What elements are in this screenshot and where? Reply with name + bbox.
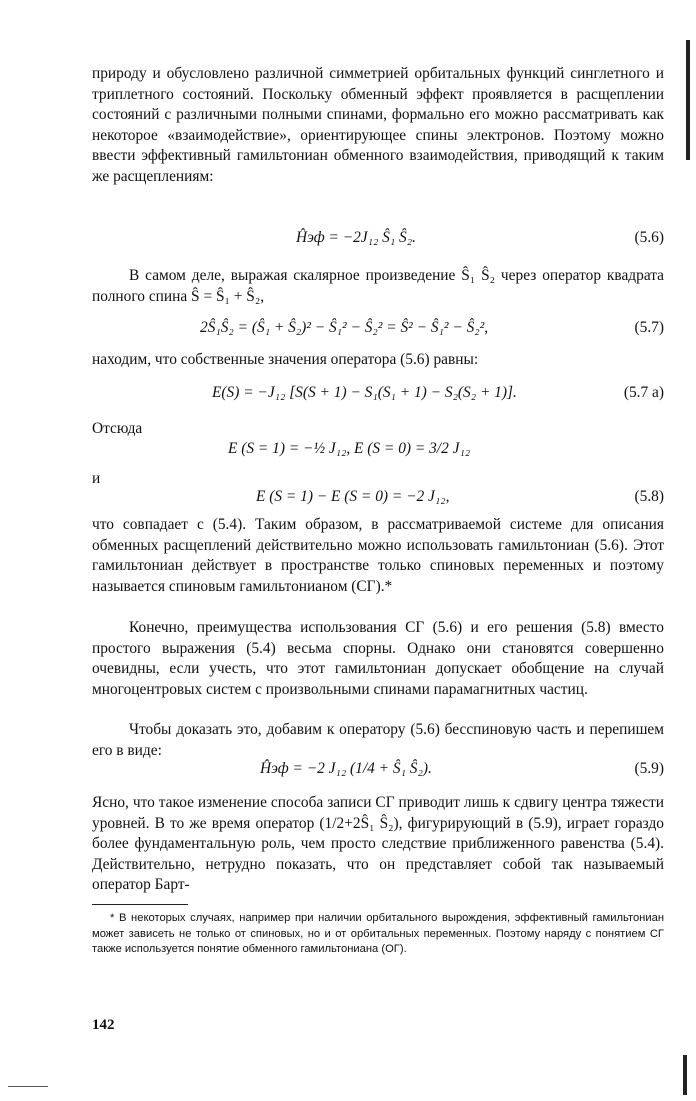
equation-body: Ĥэф = −2J₁₂ Ŝ₁ Ŝ₂. — [296, 229, 416, 246]
footnote-separator — [92, 904, 188, 905]
equation-5-9 — [92, 757, 664, 781]
paragraph-7: Ясно, что такое изменение способа записи СГ приводит лишь к сдвигу центра тяжести уровней. В то же время оператор (1/2+2Ŝ₁ Ŝ₂), фигурирующий в (5.9), играет гораздо более фундаментальную роль, чем просто следствие приближенного равенства (5.4). Действительно, нетрудно показать, что он представляет собой так называемый оператор Барт- — [92, 794, 664, 894]
paragraph-6: Чтобы доказать это, добавим к оператору (5.6) бесспиновую часть и перепишем его в виде: — [92, 721, 664, 759]
paragraph-1: природу и обусловлено различной симметрией орбитальных функций синглетного и триплетного состояний. Поскольку обменный эффект проявляется в расщеплении состояний с различными полными спинами, формально его можно рассматривать как некоторое «взаимодействие», ориентирующее спины электронов. Поэтому можно ввести эффективный гамильтониан обменного взаимодействия, приводящий к таким же расщеплениям: — [92, 65, 664, 185]
equation-body: E (S = 1) − E (S = 0) = −2 J₁₂, — [256, 488, 450, 505]
footnote: * В некоторых случаях, например при наличии орбитального вырождения, эффективный гамильтониан может зависеть не только от спиновых, но и от орбитальных переменных. Поэтому наряду с понятием СГ также используется понятие обменного гамильтониана (ОГ). — [92, 912, 664, 956]
word-i: и — [92, 470, 101, 487]
equation-number: (5.8) — [634, 488, 664, 505]
equation-number: (5.7) — [634, 319, 664, 336]
paragraph-3: находим, что собственные значения оператора (5.6) равны: — [92, 351, 479, 368]
paragraph-2: В самом деле, выражая скалярное произведение Ŝ₁ Ŝ₂ через оператор квадрата полного спина Ŝ = Ŝ₁ + Ŝ₂, — [92, 267, 664, 305]
equation-number: (5.7 а) — [623, 384, 664, 401]
equation-body: Ĥэф = −2 J₁₂ (1/4 + Ŝ₁ Ŝ₂). — [260, 760, 432, 777]
word-otsyuda: Отсюда — [92, 420, 143, 437]
equation-body: E(S) = −J₁₂ [S(S + 1) − S₁(S₁ + 1) − S₂(S₂ + 1)]. — [212, 384, 517, 401]
paragraph-4: что совпадает с (5.4). Таким образом, в рассматриваемой системе для описания обменных расщеплений действительно можно использовать гамильтониан (5.6). Этот гамильтониан действует в пространстве только спиновых переменных и поэтому называется спиновым гамильтонианом (СГ).* — [92, 516, 664, 595]
equation-5-7 — [92, 316, 664, 340]
equation-5-7a — [92, 381, 664, 405]
scan-edge-top — [686, 40, 690, 160]
equation-number: (5.9) — [634, 760, 664, 777]
equation-body: E (S = 1) = −½ J₁₂, E (S = 0) = 3/2 J₁₂ — [228, 440, 471, 457]
page-number: 142 — [92, 1017, 115, 1033]
scan-mark-bottom-left — [8, 1086, 48, 1087]
paragraph-5: Конечно, преимущества использования СГ (5.6) и его решения (5.8) вместо простого выражения (5.4) весьма спорны. Однако они становятся совершенно очевидны, если учесть, что этот гамильтониан допускает обобщение на случай многоцентровых систем с произвольными спинами парамагнитных частиц. — [92, 619, 664, 698]
equation-5-6 — [92, 226, 664, 250]
equation-5-8 — [92, 485, 664, 509]
equation-body: 2Ŝ₁Ŝ₂ = (Ŝ₁ + Ŝ₂)² − Ŝ₁² − Ŝ₂² = Ŝ² − Ŝ₁² − Ŝ₂², — [200, 319, 489, 336]
equation-energies — [92, 437, 664, 461]
equation-number: (5.6) — [634, 229, 664, 246]
scan-edge-bottom — [683, 1055, 687, 1095]
